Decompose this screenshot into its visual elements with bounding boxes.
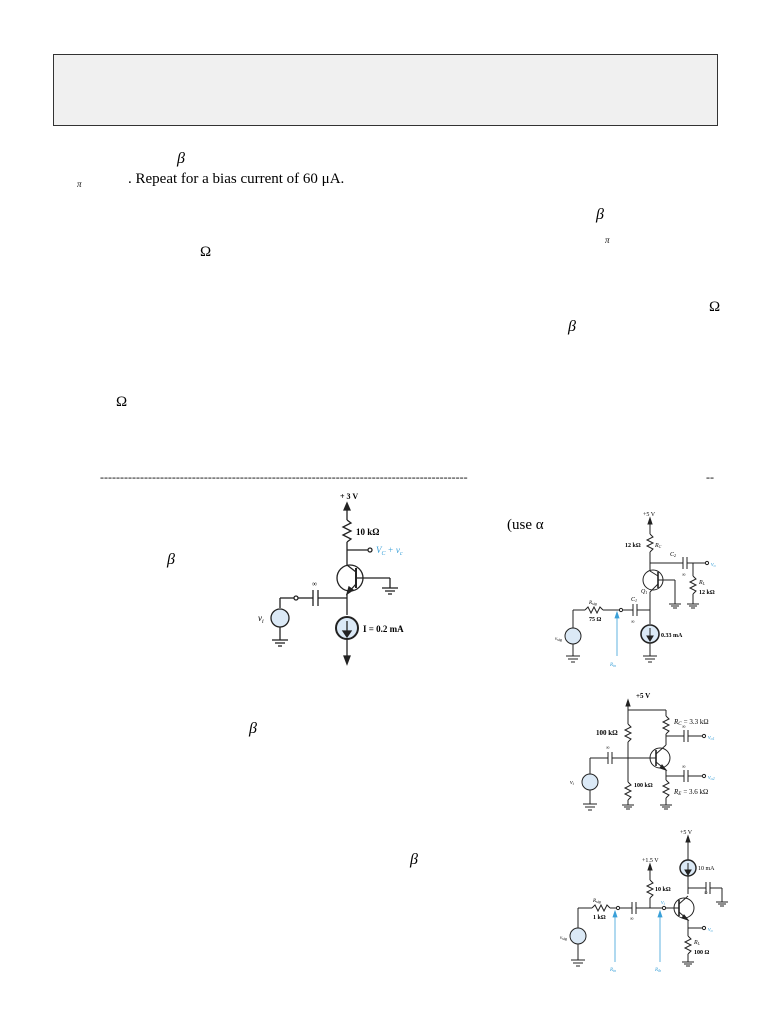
omega-symbol-1: Ω: [200, 244, 212, 260]
fig2-c1-label: C1: [631, 597, 638, 603]
fig2-rc-name: RC: [655, 543, 662, 549]
omega-symbol-3: Ω: [116, 394, 128, 410]
fig3-cap2-label: ∞: [682, 725, 686, 730]
fig4-rl-value: 100 Ω: [694, 950, 710, 956]
omega-symbol-2: Ω: [709, 299, 721, 315]
circuit-figure-2: [555, 506, 735, 676]
fig3-source-label: vi: [570, 780, 574, 786]
fig4-rin-label: $R_{in}$: [610, 968, 617, 973]
fig1-output-label: $V_C + v_c$: [376, 545, 403, 557]
fig4-rl-name: RL: [694, 940, 700, 946]
fig4-rsig-name: $R_{sig}$: [593, 899, 601, 904]
fig4-rb-label: 10 kΩ: [655, 887, 671, 893]
fig1-source-label: $v_i$: [258, 613, 264, 625]
separator-tail: --: [706, 470, 714, 484]
fig4-vo-label: vo: [708, 927, 713, 933]
fig2-c2-value: ∞: [682, 573, 686, 578]
beta-symbol-6: β: [410, 851, 418, 868]
beta-symbol-4: β: [167, 551, 175, 568]
fig4-vsig-label: $v_{sig}$: [560, 936, 567, 941]
fig2-current-label: 0.33 mA: [661, 633, 683, 639]
alpha-note: (use α: [507, 517, 544, 533]
fig1-rc-label: 10 kΩ: [356, 527, 380, 537]
fig2-rc-value: 12 kΩ: [625, 543, 641, 549]
fig2-c1-value: ∞: [631, 620, 635, 625]
pi-subscript-1: π: [77, 179, 82, 189]
fig3-supply-label: +5 V: [636, 692, 651, 700]
circuit-figure-3: [560, 690, 740, 815]
fig2-rsig-name: $R_{sig}$: [589, 601, 597, 606]
fig4-supply-label: +5 V: [680, 830, 693, 836]
fig3-rc-label: RC = 3.3 kΩ: [674, 718, 709, 727]
fig4-vi-label: vi: [661, 900, 665, 906]
fig3-re-label: RE = 3.6 kΩ: [674, 788, 709, 797]
fig4-bias-label: +1.5 V: [642, 858, 659, 864]
fig1-current-label: I = 0.2 mA: [363, 624, 404, 634]
beta-symbol-3: β: [568, 318, 576, 335]
fig1-cap-label: ∞: [312, 580, 317, 588]
beta-symbol-5: β: [249, 720, 257, 737]
fig3-vo2-label: vo2: [708, 775, 715, 781]
beta-symbol-1: β: [177, 150, 185, 167]
fig4-current-label: 10 mA: [698, 866, 715, 872]
fig4-cap1-label: ∞: [704, 891, 708, 896]
fig3-vo1-label: vo1: [708, 735, 715, 741]
fig3-cap1-label: ∞: [606, 746, 610, 751]
fig2-c2-label: C2: [670, 552, 677, 558]
circuit-figure-1: [250, 490, 420, 670]
fig2-supply-label: +5 V: [643, 512, 656, 518]
fig2-rl-name: RL: [699, 580, 705, 586]
fig4-cap2-label: ∞: [630, 917, 634, 922]
separator-line: --------------------------------------------------------------------------------------------: [100, 470, 468, 484]
pi-subscript-2: π: [605, 235, 610, 245]
header-box: [53, 54, 718, 126]
beta-symbol-2: β: [596, 206, 604, 223]
fig1-supply-label: + 3 V: [340, 492, 359, 501]
fig3-cap3-label: ∞: [682, 765, 686, 770]
fig2-rsig-value: 75 Ω: [589, 617, 602, 623]
fig2-rin-label: $R_{in}$: [610, 663, 617, 668]
circuit-figure-4: [560, 828, 740, 978]
fig2-vo-label: vo: [711, 562, 716, 568]
fig2-q1-label: Q1: [641, 589, 648, 595]
fig2-vsig-label: $v_{sig}$: [555, 637, 562, 642]
repeat-line: . Repeat for a bias current of 60 μA.: [128, 171, 345, 187]
fig3-r2-label: 100 kΩ: [634, 783, 653, 789]
fig4-rsig-value: 1 kΩ: [593, 915, 606, 921]
fig4-rib-label: $R_{ib}$: [655, 968, 662, 973]
fig3-r1-label: 100 kΩ: [596, 729, 618, 737]
fig2-rl-value: 12 kΩ: [699, 590, 715, 596]
